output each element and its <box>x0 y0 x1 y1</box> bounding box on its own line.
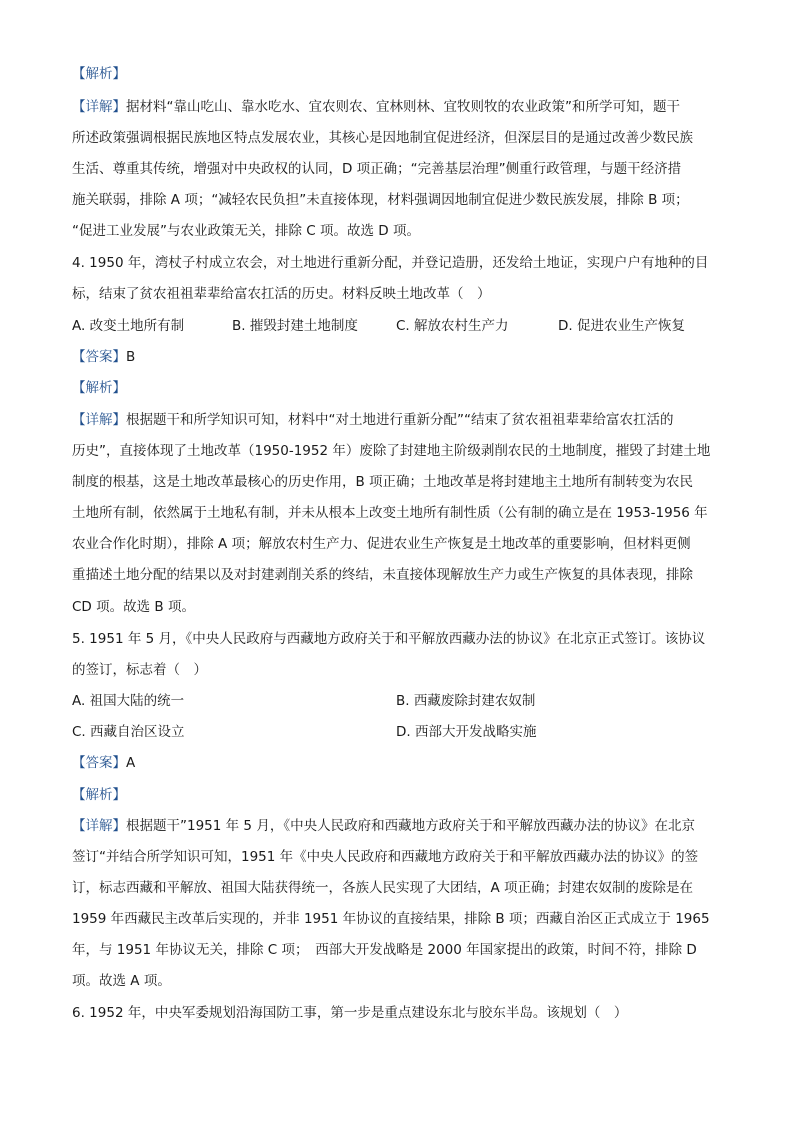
detail-paragraph-line: 施关联弱，排除 A 项；“减轻农民负担”未直接体现，材料强调因地制宜促进少数民族发展，排除 B 项； <box>72 192 689 208</box>
detail-paragraph-line: 历史”，直接体现了土地改革（1950-1952 年）废除了封建地主阶级剥削农民的土地制度，摧毁了封建土地 <box>72 443 711 459</box>
detail-label: 【详解】 <box>72 99 126 115</box>
answer-label: 【答案】 <box>72 349 126 365</box>
question-4-stem: 标，结束了贫农祖祖辈辈给富农扛活的历史。材料反映土地改革（ ） <box>72 286 491 302</box>
detail-paragraph-line: 土地所有制，依然属于土地私有制，并未从根本上改变土地所有制性质（公有制的确立是在 1953-1956 年 <box>72 505 708 521</box>
answer-line <box>72 753 724 773</box>
question-6-stem: 6. 1952 年，中央军委规划沿海国防工事，第一步是重点建设东北与胶东半岛。该规划（ ） <box>72 1005 628 1021</box>
option-d: D. 促进农业生产恢复 <box>558 318 685 334</box>
option-b: B. 西藏废除封建农奴制 <box>396 693 536 709</box>
detail-paragraph-line: 农业合作化时期），排除 A 项；解放农村生产力、促进农业生产恢复是土地改革的重要影响，但材料更侧 <box>72 536 691 552</box>
detail-label: 【详解】 <box>72 818 126 834</box>
answer-label: 【答案】 <box>72 755 126 771</box>
question-4-stem: 4. 1950 年，湾杖子村成立农会，对土地进行重新分配，并登记造册，还发给土地证，实现户户有地种的目 <box>72 255 709 271</box>
detail-paragraph-line: 【详解】据材料“靠山吃山、靠水吃水、宜农则农、宜林则林、宜牧则牧的农业政策”和所学可知，题干 <box>72 99 680 115</box>
answer-value: B <box>126 349 136 365</box>
option-c: C. 西藏自治区设立 <box>72 724 185 740</box>
answer-line <box>72 347 724 367</box>
detail-paragraph-line: 项。故选 A 项。 <box>72 973 171 989</box>
option-c: C. 解放农村生产力 <box>396 318 509 334</box>
analysis-label: 【解析】 <box>72 380 126 396</box>
detail-paragraph-line: 【详解】根据题干和所学知识可知，材料中“对土地进行重新分配”“结束了贫农祖祖辈辈给富农扛活的 <box>72 412 674 428</box>
answer-value: A <box>126 755 136 771</box>
detail-paragraph-line: 1959 年西藏民主改革后实现的，并非 1951 年协议的直接结果，排除 B 项；西藏自治区正式成立于 1965 <box>72 911 710 927</box>
detail-paragraph-line: 重描述土地分配的结果以及对封建剥削关系的终结，未直接体现解放生产力或生产恢复的具体表现，排除 <box>72 567 693 583</box>
detail-paragraph-line: 年，与 1951 年协议无关，排除 C 项； 西部大开发战略是 2000 年国家提出的政策，时间不符，排除 D <box>72 942 697 958</box>
detail-paragraph-line: “促进工业发展”与农业政策无关，排除 C 项。故选 D 项。 <box>72 223 420 239</box>
detail-paragraph-line: 制度的根基，这是土地改革最核心的历史作用，B 项正确；土地改革是将封建地主土地所有制转变为农民 <box>72 474 694 490</box>
detail-paragraph-line: 签订“并结合所学知识可知，1951 年《中央人民政府和西藏地方政府关于和平解放西藏办法的协议》的签 <box>72 849 699 865</box>
question-5-stem: 的签订，标志着（ ） <box>72 662 207 678</box>
option-d: D. 西部大开发战略实施 <box>396 724 537 740</box>
option-b: B. 摧毁封建土地制度 <box>232 318 358 334</box>
option-a: A. 祖国大陆的统一 <box>72 693 185 709</box>
option-a: A. 改变土地所有制 <box>72 318 185 334</box>
analysis-label: 【解析】 <box>72 66 126 82</box>
detail-paragraph-line: 订，标志西藏和平解放、祖国大陆获得统一，各族人民实现了大团结，A 项正确；封建农奴制的废除是在 <box>72 880 694 896</box>
analysis-label: 【解析】 <box>72 787 126 803</box>
question-5-stem: 5. 1951 年 5 月，《中央人民政府与西藏地方政府关于和平解放西藏办法的协议》在北京正式签订。该协议 <box>72 631 706 647</box>
detail-paragraph-line: 【详解】根据题干”1951 年 5 月，《中央人民政府和西藏地方政府关于和平解放西藏办法的协议》在北京 <box>72 818 696 834</box>
detail-paragraph-line: 所述政策强调根据民族地区特点发展农业，其核心是因地制宜促进经济，但深层目的是通过改善少数民族 <box>72 130 693 146</box>
detail-paragraph-line: 生活、尊重其传统，增强对中央政权的认同，D 项正确；“完善基层治理”侧重行政管理，与题干经济措 <box>72 161 682 177</box>
detail-label: 【详解】 <box>72 412 126 428</box>
detail-paragraph-line: CD 项。故选 B 项。 <box>72 599 195 615</box>
